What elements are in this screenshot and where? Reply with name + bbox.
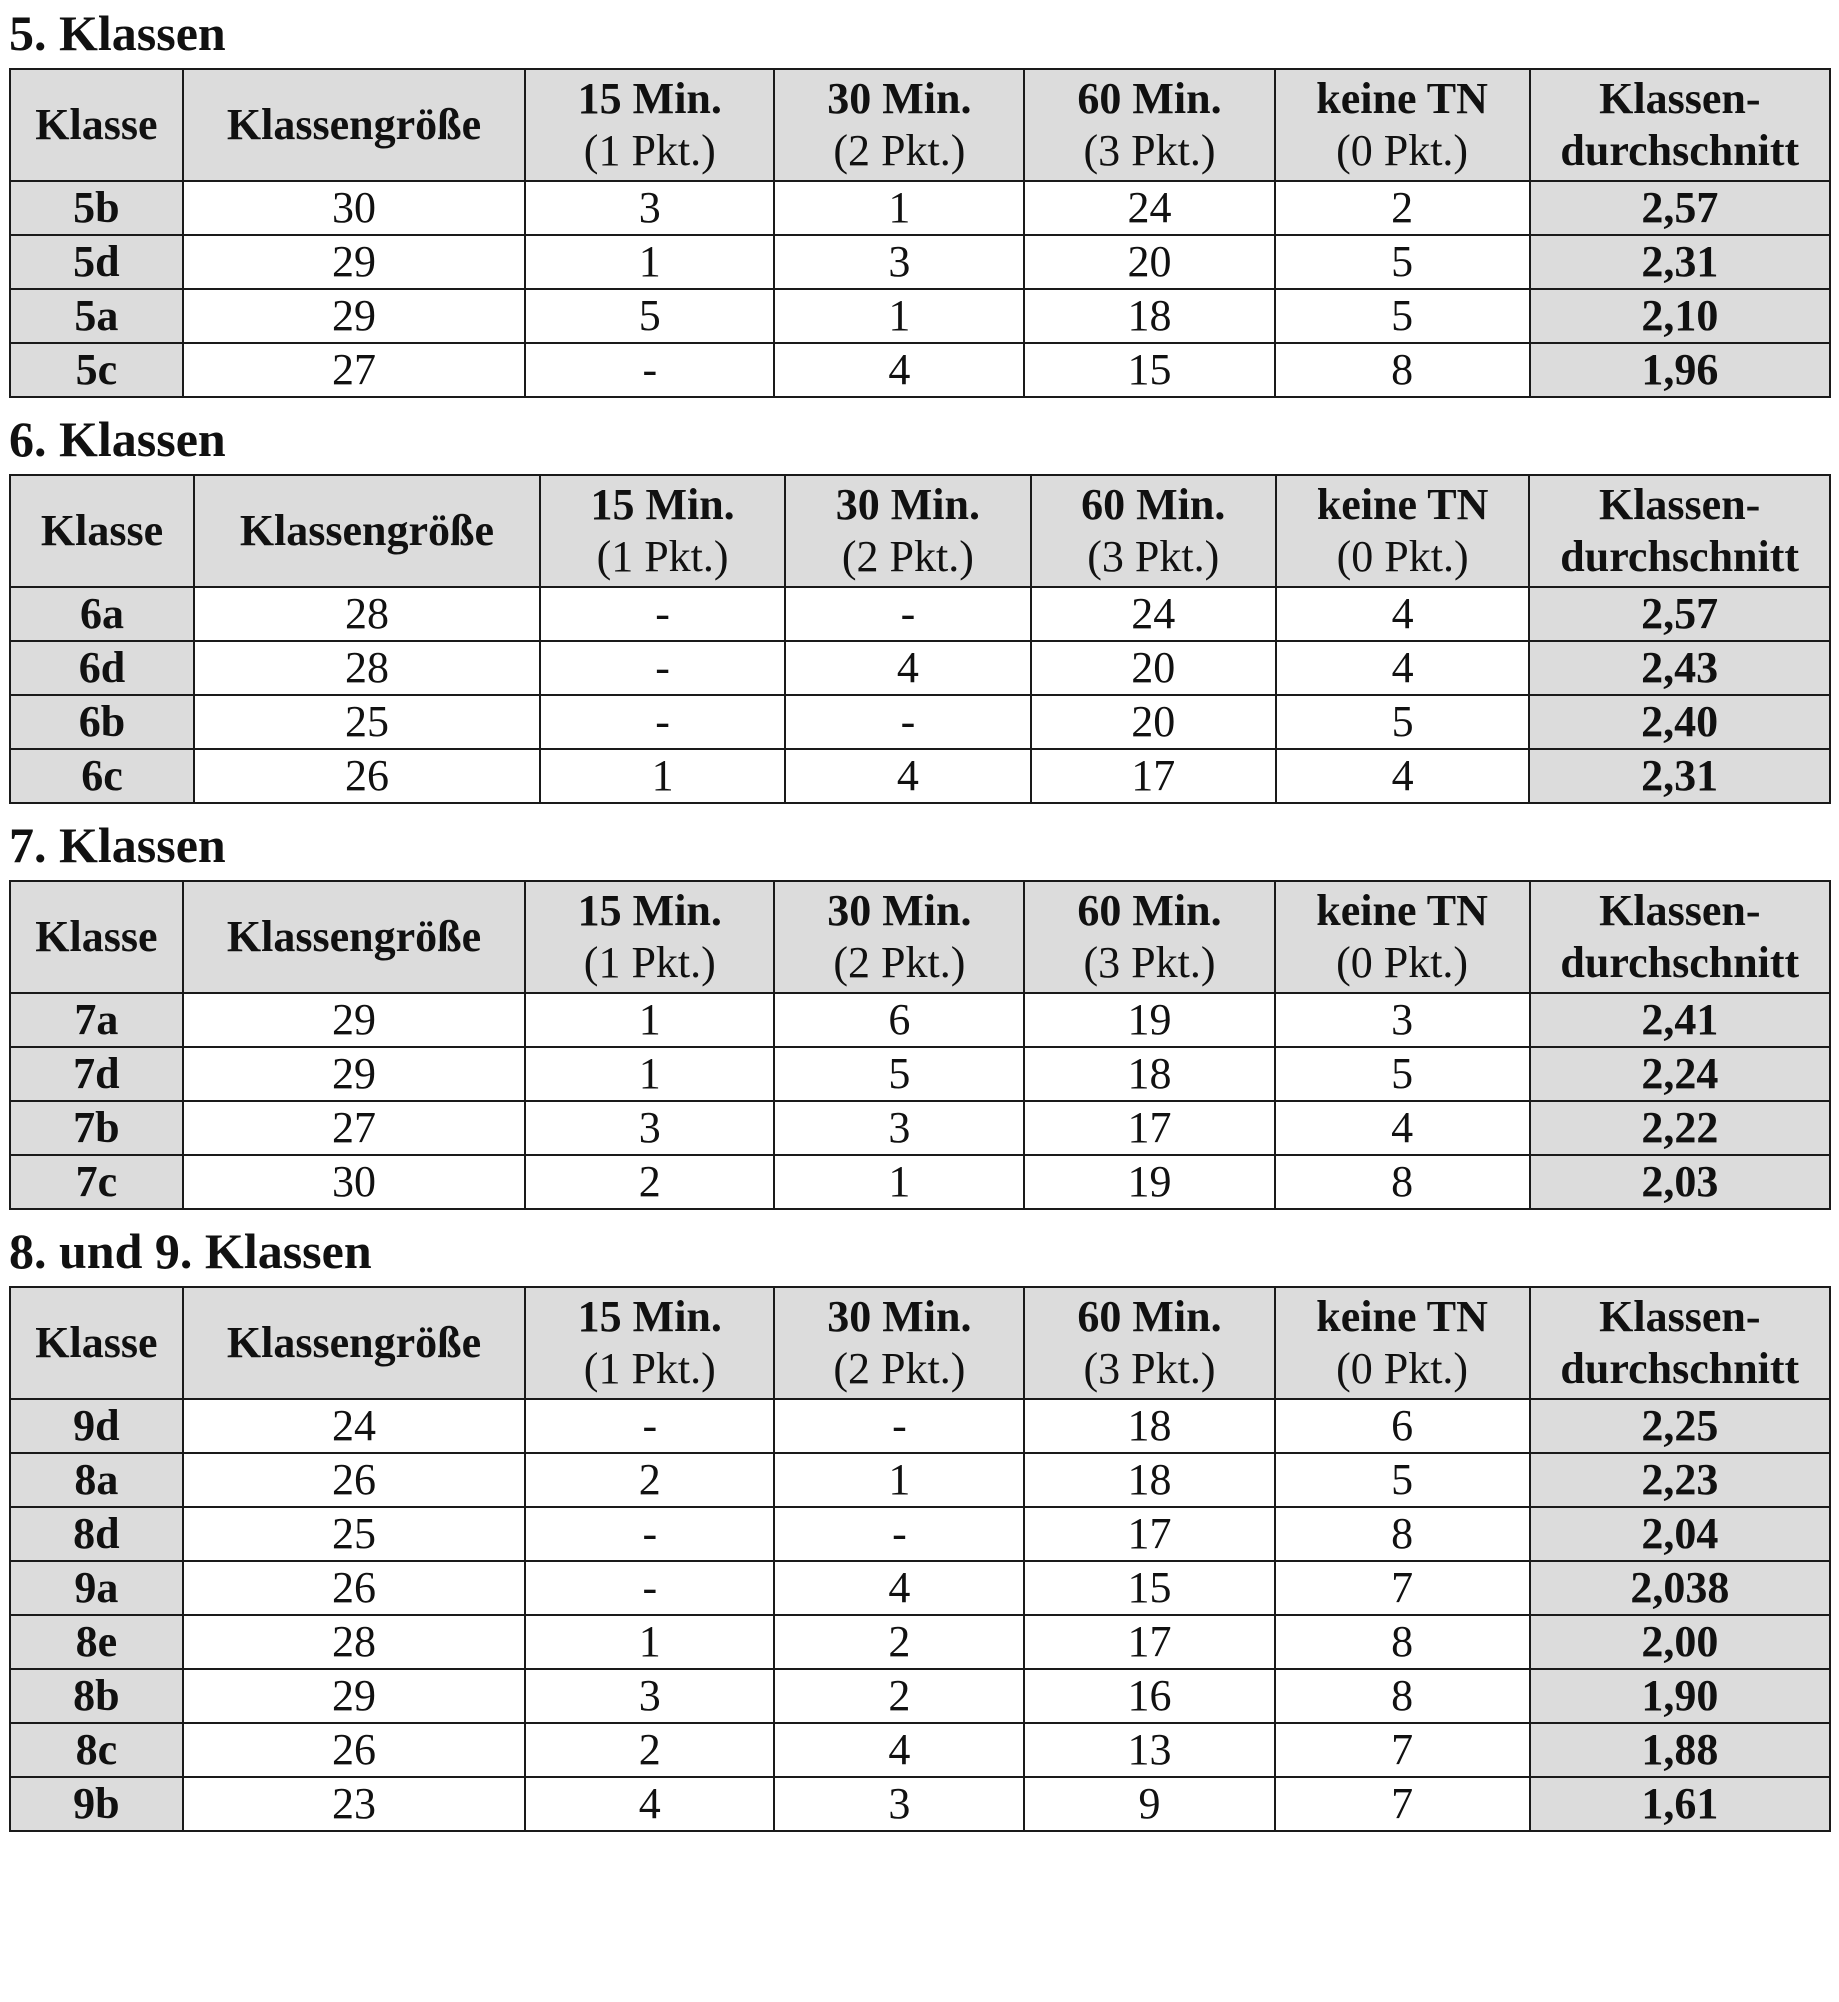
cell-min60: 24 [1031, 587, 1276, 641]
results-table [9, 474, 1831, 804]
cell-klasse: 9d [10, 1399, 183, 1453]
cell-klasse: 8e [10, 1615, 183, 1669]
header-row [10, 881, 1830, 993]
header-klassengroesse: Klassengröße [183, 69, 526, 181]
cell-min60: 16 [1024, 1669, 1274, 1723]
cell-min30: - [785, 587, 1030, 641]
cell-none: 5 [1275, 235, 1530, 289]
cell-min60: 20 [1024, 235, 1274, 289]
cell-none: 4 [1276, 641, 1529, 695]
cell-size: 26 [183, 1453, 526, 1507]
cell-min15: - [525, 1507, 774, 1561]
header-label: 15 Min. [577, 886, 722, 935]
header-label: 15 Min. [577, 1292, 722, 1341]
cell-klasse: 5a [10, 289, 183, 343]
cell-min15: 1 [540, 749, 785, 803]
header-klassengroesse: Klassengröße [194, 475, 540, 587]
header-klassendurchschnitt [1530, 69, 1830, 181]
cell-size: 27 [183, 343, 526, 397]
table-row [10, 587, 1830, 641]
cell-size: 23 [183, 1777, 526, 1831]
header-points: (2 Pkt.) [833, 938, 966, 987]
cell-size: 29 [183, 235, 526, 289]
header-label-line2: durchschnitt [1560, 938, 1800, 987]
cell-avg: 2,57 [1530, 181, 1830, 235]
cell-klasse: 7b [10, 1101, 183, 1155]
results-table [9, 68, 1831, 398]
header-row [10, 69, 1830, 181]
cell-min60: 15 [1024, 1561, 1274, 1615]
cell-klasse: 6c [10, 749, 194, 803]
cell-min15: - [540, 587, 785, 641]
header-15-min [525, 69, 774, 181]
header-label: 15 Min. [577, 74, 722, 123]
cell-min60: 20 [1031, 641, 1276, 695]
header-label: 60 Min. [1077, 1292, 1222, 1341]
cell-min15: 2 [525, 1155, 774, 1209]
cell-klasse: 8a [10, 1453, 183, 1507]
cell-min30: 2 [774, 1615, 1024, 1669]
cell-size: 29 [183, 289, 526, 343]
header-klasse: Klasse [10, 881, 183, 993]
cell-size: 24 [183, 1399, 526, 1453]
cell-none: 6 [1275, 1399, 1530, 1453]
cell-size: 26 [194, 749, 540, 803]
header-points: (0 Pkt.) [1336, 532, 1469, 581]
header-klasse: Klasse [10, 475, 194, 587]
cell-avg: 1,88 [1530, 1723, 1830, 1777]
header-label-line2: durchschnitt [1560, 532, 1800, 581]
section-5-klassen [9, 5, 1830, 398]
cell-klasse: 5b [10, 181, 183, 235]
header-points: (3 Pkt.) [1083, 938, 1216, 987]
cell-klasse: 9b [10, 1777, 183, 1831]
header-label-line1: Klassen- [1599, 886, 1761, 935]
cell-min60: 17 [1024, 1615, 1274, 1669]
section-title: 7. Klassen [9, 817, 226, 873]
cell-avg: 2,41 [1530, 993, 1830, 1047]
table-row [10, 181, 1830, 235]
table-row [10, 1399, 1830, 1453]
cell-min15: 1 [525, 1047, 774, 1101]
header-klassengroesse: Klassengröße [183, 881, 526, 993]
cell-klasse: 8d [10, 1507, 183, 1561]
cell-min30: - [774, 1399, 1024, 1453]
cell-none: 4 [1275, 1101, 1530, 1155]
cell-min30: - [774, 1507, 1024, 1561]
cell-size: 28 [194, 641, 540, 695]
section-title: 8. und 9. Klassen [9, 1223, 372, 1279]
cell-min60: 18 [1024, 1399, 1274, 1453]
cell-min30: 4 [774, 1723, 1024, 1777]
cell-size: 30 [183, 1155, 526, 1209]
cell-size: 26 [183, 1561, 526, 1615]
header-30-min [785, 475, 1030, 587]
table-row [10, 993, 1830, 1047]
table-row [10, 1507, 1830, 1561]
header-keine-tn [1275, 881, 1530, 993]
cell-min15: 1 [525, 235, 774, 289]
cell-min60: 17 [1024, 1101, 1274, 1155]
header-label: 30 Min. [835, 480, 981, 529]
header-label: keine TN [1316, 74, 1488, 123]
cell-min60: 20 [1031, 695, 1276, 749]
cell-avg: 2,24 [1530, 1047, 1830, 1101]
header-keine-tn [1275, 69, 1530, 181]
header-klasse: Klasse [10, 1287, 183, 1399]
cell-klasse: 9a [10, 1561, 183, 1615]
header-points: (1 Pkt.) [583, 1344, 716, 1393]
cell-avg: 1,90 [1530, 1669, 1830, 1723]
header-points: (2 Pkt.) [841, 532, 974, 581]
cell-min60: 9 [1024, 1777, 1274, 1831]
header-label-line1: Klassen- [1598, 480, 1761, 529]
header-klasse: Klasse [10, 69, 183, 181]
cell-none: 5 [1275, 1047, 1530, 1101]
cell-none: 7 [1275, 1777, 1530, 1831]
cell-min60: 17 [1024, 1507, 1274, 1561]
cell-size: 30 [183, 181, 526, 235]
cell-avg: 2,00 [1530, 1615, 1830, 1669]
cell-klasse: 5d [10, 235, 183, 289]
cell-avg: 2,22 [1530, 1101, 1830, 1155]
cell-none: 4 [1276, 749, 1529, 803]
header-label: 30 Min. [827, 1292, 972, 1341]
cell-min30: 3 [774, 1101, 1024, 1155]
cell-none: 3 [1275, 993, 1530, 1047]
cell-min30: 1 [774, 1155, 1024, 1209]
cell-none: 2 [1275, 181, 1530, 235]
header-points: (1 Pkt.) [583, 126, 716, 175]
cell-klasse: 8b [10, 1669, 183, 1723]
table-row [10, 749, 1830, 803]
header-label: 15 Min. [590, 480, 735, 529]
header-label: keine TN [1316, 480, 1489, 529]
cell-klasse: 6d [10, 641, 194, 695]
cell-min30: 1 [774, 1453, 1024, 1507]
cell-klasse: 7d [10, 1047, 183, 1101]
table-row [10, 1101, 1830, 1155]
cell-size: 26 [183, 1723, 526, 1777]
header-60-min [1024, 69, 1274, 181]
cell-size: 25 [194, 695, 540, 749]
cell-min15: 3 [525, 181, 774, 235]
cell-avg: 2,04 [1530, 1507, 1830, 1561]
cell-min30: 5 [774, 1047, 1024, 1101]
cell-min15: 4 [525, 1777, 774, 1831]
cell-size: 28 [194, 587, 540, 641]
cell-size: 29 [183, 1669, 526, 1723]
cell-none: 5 [1275, 289, 1530, 343]
header-row [10, 1287, 1830, 1399]
cell-min15: - [525, 343, 774, 397]
cell-klasse: 6b [10, 695, 194, 749]
cell-min30: 4 [774, 343, 1024, 397]
cell-min30: 6 [774, 993, 1024, 1047]
cell-min15: 5 [525, 289, 774, 343]
cell-none: 8 [1275, 343, 1530, 397]
cell-min60: 19 [1024, 993, 1274, 1047]
header-60-min [1031, 475, 1276, 587]
cell-avg: 2,038 [1530, 1561, 1830, 1615]
cell-avg: 2,31 [1530, 235, 1830, 289]
cell-min15: - [525, 1561, 774, 1615]
cell-avg: 2,10 [1530, 289, 1830, 343]
cell-min30: 4 [785, 749, 1030, 803]
cell-avg: 2,43 [1529, 641, 1830, 695]
table-row [10, 1453, 1830, 1507]
header-points: (3 Pkt.) [1083, 126, 1216, 175]
cell-min30: 3 [774, 235, 1024, 289]
header-points: (2 Pkt.) [833, 126, 966, 175]
table-row [10, 1669, 1830, 1723]
cell-min60: 17 [1031, 749, 1276, 803]
page [9, 0, 1830, 1832]
cell-none: 8 [1275, 1155, 1530, 1209]
header-klassendurchschnitt [1530, 881, 1830, 993]
header-row [10, 475, 1830, 587]
cell-min60: 18 [1024, 1047, 1274, 1101]
header-label-line2: durchschnitt [1560, 126, 1800, 175]
header-15-min [525, 1287, 774, 1399]
cell-min15: 1 [525, 1615, 774, 1669]
header-label: 60 Min. [1077, 74, 1222, 123]
table-row [10, 1777, 1830, 1831]
header-keine-tn [1275, 1287, 1530, 1399]
cell-min30: 1 [774, 181, 1024, 235]
table-row [10, 1561, 1830, 1615]
table-row [10, 641, 1830, 695]
header-klassengroesse: Klassengröße [183, 1287, 526, 1399]
table-row [10, 343, 1830, 397]
header-15-min [525, 881, 774, 993]
header-label: keine TN [1316, 886, 1488, 935]
cell-avg: 2,57 [1529, 587, 1830, 641]
cell-avg: 2,23 [1530, 1453, 1830, 1507]
cell-size: 29 [183, 993, 526, 1047]
header-points: (2 Pkt.) [833, 1344, 966, 1393]
header-points: (3 Pkt.) [1083, 1344, 1216, 1393]
cell-none: 7 [1275, 1723, 1530, 1777]
header-points: (1 Pkt.) [583, 938, 716, 987]
results-table [9, 1286, 1831, 1832]
header-30-min [774, 1287, 1024, 1399]
header-label-line2: durchschnitt [1560, 1344, 1800, 1393]
cell-none: 5 [1276, 695, 1529, 749]
section-title: 5. Klassen [9, 5, 226, 61]
cell-avg: 2,03 [1530, 1155, 1830, 1209]
header-label: keine TN [1316, 1292, 1488, 1341]
section-6-klassen [9, 411, 1830, 804]
cell-min60: 24 [1024, 181, 1274, 235]
header-points: (0 Pkt.) [1336, 1344, 1469, 1393]
cell-min30: 1 [774, 289, 1024, 343]
cell-min30: - [785, 695, 1030, 749]
header-label: 30 Min. [827, 886, 972, 935]
cell-min15: 2 [525, 1453, 774, 1507]
cell-klasse: 8c [10, 1723, 183, 1777]
cell-klasse: 6a [10, 587, 194, 641]
cell-min60: 13 [1024, 1723, 1274, 1777]
cell-min15: 3 [525, 1101, 774, 1155]
header-60-min [1024, 881, 1274, 993]
cell-min15: 2 [525, 1723, 774, 1777]
header-points: (3 Pkt.) [1087, 532, 1220, 581]
cell-klasse: 7a [10, 993, 183, 1047]
cell-none: 4 [1276, 587, 1529, 641]
header-points: (0 Pkt.) [1336, 126, 1469, 175]
header-label-line1: Klassen- [1599, 1292, 1761, 1341]
cell-size: 25 [183, 1507, 526, 1561]
header-30-min [774, 69, 1024, 181]
header-label: 60 Min. [1077, 886, 1222, 935]
section-8-und-9-klassen [9, 1223, 1830, 1832]
header-label: 30 Min. [827, 74, 972, 123]
cell-avg: 1,61 [1530, 1777, 1830, 1831]
header-klassendurchschnitt [1529, 475, 1830, 587]
header-label: 60 Min. [1081, 480, 1226, 529]
header-60-min [1024, 1287, 1274, 1399]
table-row [10, 289, 1830, 343]
header-15-min [540, 475, 785, 587]
cell-min60: 15 [1024, 343, 1274, 397]
cell-min30: 4 [785, 641, 1030, 695]
cell-min15: - [525, 1399, 774, 1453]
cell-avg: 2,40 [1529, 695, 1830, 749]
cell-avg: 2,25 [1530, 1399, 1830, 1453]
table-row [10, 1615, 1830, 1669]
cell-min15: - [540, 695, 785, 749]
table-row [10, 1723, 1830, 1777]
cell-min30: 3 [774, 1777, 1024, 1831]
results-table [9, 880, 1831, 1210]
header-points: (1 Pkt.) [596, 532, 729, 581]
cell-min60: 18 [1024, 1453, 1274, 1507]
cell-none: 5 [1275, 1453, 1530, 1507]
cell-none: 8 [1275, 1669, 1530, 1723]
table-row [10, 235, 1830, 289]
cell-size: 27 [183, 1101, 526, 1155]
cell-min60: 19 [1024, 1155, 1274, 1209]
header-klassendurchschnitt [1530, 1287, 1830, 1399]
table-row [10, 1155, 1830, 1209]
cell-avg: 1,96 [1530, 343, 1830, 397]
cell-size: 29 [183, 1047, 526, 1101]
cell-size: 28 [183, 1615, 526, 1669]
cell-min15: - [540, 641, 785, 695]
cell-min15: 1 [525, 993, 774, 1047]
section-7-klassen [9, 817, 1830, 1210]
header-keine-tn [1276, 475, 1529, 587]
header-label-line1: Klassen- [1599, 74, 1761, 123]
cell-min60: 18 [1024, 289, 1274, 343]
cell-avg: 2,31 [1529, 749, 1830, 803]
table-row [10, 1047, 1830, 1101]
header-points: (0 Pkt.) [1336, 938, 1469, 987]
cell-klasse: 5c [10, 343, 183, 397]
cell-min30: 4 [774, 1561, 1024, 1615]
table-row [10, 695, 1830, 749]
cell-none: 8 [1275, 1507, 1530, 1561]
cell-none: 7 [1275, 1561, 1530, 1615]
cell-none: 8 [1275, 1615, 1530, 1669]
cell-klasse: 7c [10, 1155, 183, 1209]
cell-min30: 2 [774, 1669, 1024, 1723]
header-30-min [774, 881, 1024, 993]
section-title: 6. Klassen [9, 411, 226, 467]
cell-min15: 3 [525, 1669, 774, 1723]
